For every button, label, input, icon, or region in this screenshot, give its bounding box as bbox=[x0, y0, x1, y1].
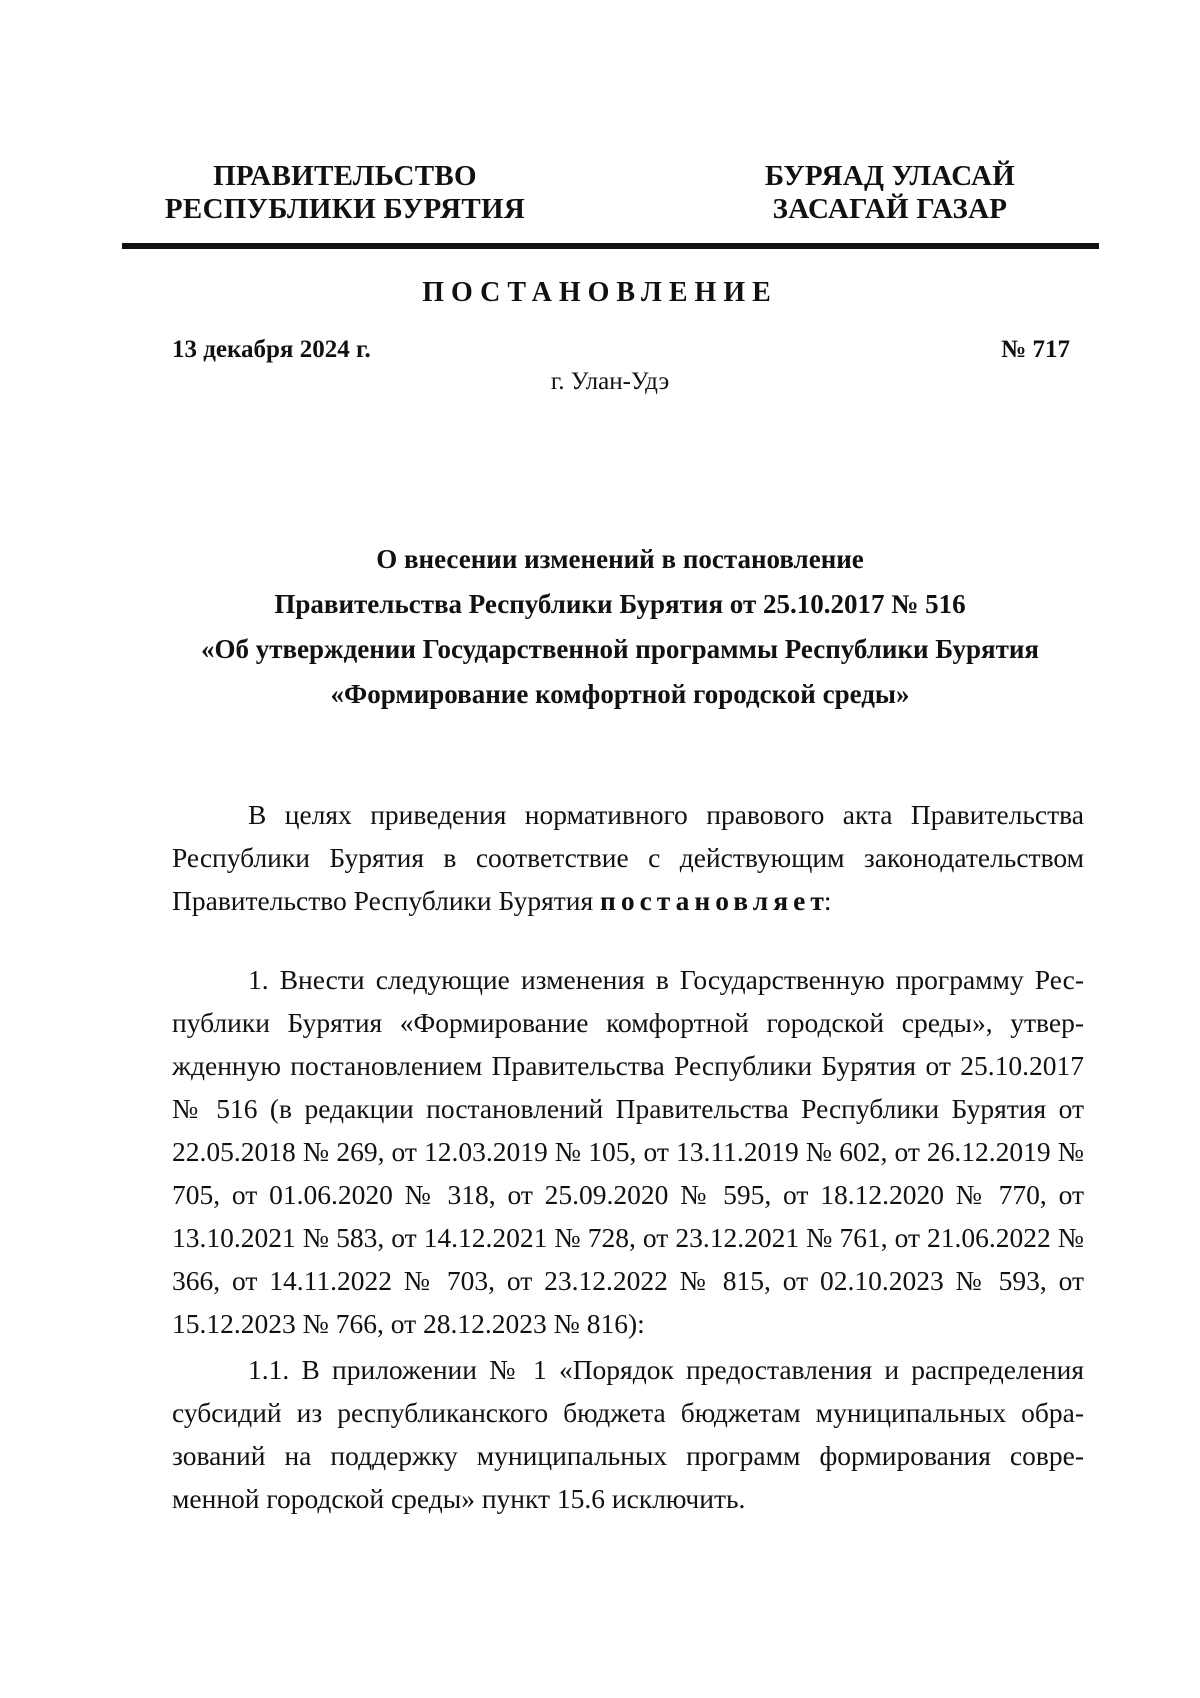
document-title-line: Правительства Республики Бурятия от 25.10.2017 № 516 bbox=[274, 589, 966, 619]
document-title bbox=[150, 537, 1090, 717]
clause-1-paragraph: 1. Внести следующие изменения в Государственную программу Республики Бурятия «Формирование комфортной городской среды», утвержденную постановлением Правительства Республики Бурятия от 25.10.2017 № 516 (в редакции постановлений Правительства Республики Бурятия от 22.05.2018 № 269, от 12.03.2019 № 105, от 13.11.2019 № 602, от 26.12.2019 № 705, от 01.06.2020 № 318, от 25.09.2020 № 595, от 18.12.2020 № 770, от 13.10.2021 № 583, от 14.12.2021 № 728, от 23.12.2021 № 761, от 21.06.2022 № 366, от 14.11.2022 № 703, от 23.12.2022 № 815, от 02.10.2023 № 593, от 15.12.2023 № 766, от 28.12.2023 № 816): bbox=[172, 964, 1084, 1339]
document-city: г. Улан-Удэ bbox=[550, 368, 670, 395]
document-title-line: «Формирование комфортной городской среды» bbox=[330, 679, 910, 709]
issuer-header-russian-line2: РЕСПУБЛИКИ БУРЯТИЯ bbox=[164, 193, 526, 225]
preamble-colon: : bbox=[823, 885, 832, 916]
preamble-text: В целях приведения нормативного правового акта Правительства Республики Бурятия в соответствие с действующим законодательством Правительство Республики Бурятия bbox=[172, 799, 1084, 916]
document-number: № 717 bbox=[1001, 336, 1070, 363]
issuer-header-russian-line1: ПРАВИТЕЛЬСТВО bbox=[213, 160, 477, 192]
resolves-word-tail: т bbox=[810, 885, 824, 916]
issuer-header-russian bbox=[150, 160, 540, 226]
document-title-line: «Об утверждении Государственной программы Республики Бурятия bbox=[200, 634, 1040, 664]
document-date: 13 декабря 2024 г. bbox=[172, 336, 371, 363]
issuer-header-buryat-line1: БУРЯАД УЛАСАЙ bbox=[764, 160, 1016, 192]
document-title-line: О внесении изменений в постановление bbox=[376, 544, 864, 574]
resolves-word: постановляе bbox=[600, 885, 811, 916]
issuer-header-buryat bbox=[735, 160, 1045, 226]
header-divider bbox=[122, 243, 1099, 249]
issuer-header-buryat-line2: ЗАСАГАЙ ГАЗАР bbox=[772, 193, 1008, 225]
document-type: ПОСТАНОВЛЕНИЕ bbox=[422, 277, 778, 308]
clause-1-1-paragraph: 1.1. В приложении № 1 «Порядок предоставления и распределения субсидий из республиканского бюджета бюджетам муниципальных образований на поддержку муниципальных программ формирования современной городской среды» пункт 15.6 исключить. bbox=[172, 1354, 1084, 1514]
preamble-paragraph bbox=[172, 793, 1084, 922]
